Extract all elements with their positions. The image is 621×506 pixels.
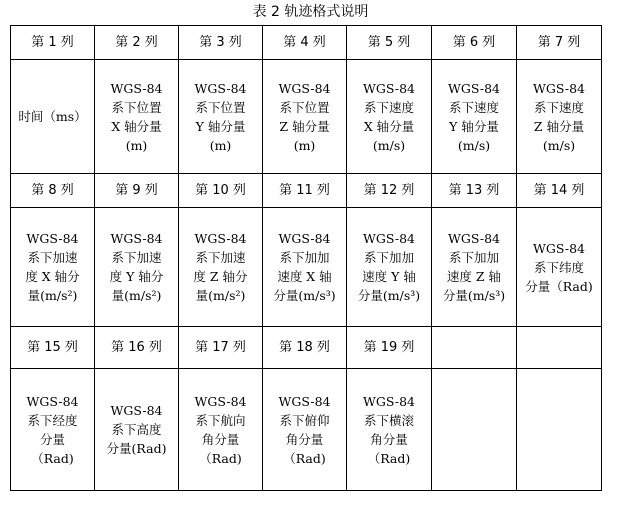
column-description: WGS-84 系下加加 速度 Z 轴 分量(m/s³) xyxy=(432,208,517,327)
column-description: WGS-84 系下加加 速度 X 轴 分量(m/s³) xyxy=(263,208,347,327)
column-description: WGS-84 系下加加 速度 Y 轴 分量(m/s³) xyxy=(347,208,432,327)
column-description: WGS-84 系下速度 Z 轴分量 (m/s) xyxy=(517,60,602,174)
column-header: 第 15 列 xyxy=(11,327,95,369)
empty-cell xyxy=(517,369,602,491)
column-description: WGS-84 系下加速 度 Y 轴分 量(m/s²) xyxy=(95,208,179,327)
column-header: 第 4 列 xyxy=(263,26,347,60)
column-description: WGS-84 系下加速 度 X 轴分 量(m/s²) xyxy=(11,208,95,327)
empty-cell xyxy=(432,327,517,369)
column-header: 第 19 列 xyxy=(347,327,432,369)
column-header-row-2 xyxy=(11,174,602,208)
column-header: 第 8 列 xyxy=(11,174,95,208)
column-description: WGS-84 系下位置 Y 轴分量 (m) xyxy=(179,60,263,174)
column-description: WGS-84 系下高度 分量(Rad) xyxy=(95,369,179,491)
column-description: WGS-84 系下纬度 分量（Rad) xyxy=(517,208,602,327)
column-header: 第 9 列 xyxy=(95,174,179,208)
column-description: 时间（ms） xyxy=(11,60,95,174)
column-header: 第 10 列 xyxy=(179,174,263,208)
column-description: WGS-84 系下俯仰 角分量 （Rad) xyxy=(263,369,347,491)
description-row-3 xyxy=(11,369,602,491)
column-header-row-3 xyxy=(11,327,602,369)
description-row-2 xyxy=(11,208,602,327)
column-header: 第 1 列 xyxy=(11,26,95,60)
column-header: 第 18 列 xyxy=(263,327,347,369)
column-header: 第 12 列 xyxy=(347,174,432,208)
column-header: 第 13 列 xyxy=(432,174,517,208)
column-description: WGS-84 系下速度 X 轴分量 (m/s) xyxy=(347,60,432,174)
column-header: 第 3 列 xyxy=(179,26,263,60)
column-description: WGS-84 系下加速 度 Z 轴分 量(m/s²) xyxy=(179,208,263,327)
column-header: 第 16 列 xyxy=(95,327,179,369)
column-header: 第 6 列 xyxy=(432,26,517,60)
trajectory-format-table xyxy=(10,25,602,491)
empty-cell xyxy=(517,327,602,369)
empty-cell xyxy=(432,369,517,491)
table-caption: 表 2 轨迹格式说明 xyxy=(252,4,369,20)
column-header: 第 7 列 xyxy=(517,26,602,60)
description-row-1 xyxy=(11,60,602,174)
column-header: 第 17 列 xyxy=(179,327,263,369)
column-description: WGS-84 系下经度 分量 （Rad) xyxy=(11,369,95,491)
column-description: WGS-84 系下速度 Y 轴分量 (m/s) xyxy=(432,60,517,174)
column-header: 第 2 列 xyxy=(95,26,179,60)
column-description: WGS-84 系下航向 角分量 （Rad) xyxy=(179,369,263,491)
column-header: 第 14 列 xyxy=(517,174,602,208)
column-description: WGS-84 系下横滚 角分量 （Rad) xyxy=(347,369,432,491)
column-header-row-1 xyxy=(11,26,602,60)
column-header: 第 11 列 xyxy=(263,174,347,208)
column-description: WGS-84 系下位置 X 轴分量 (m) xyxy=(95,60,179,174)
column-description: WGS-84 系下位置 Z 轴分量 (m) xyxy=(263,60,347,174)
column-header: 第 5 列 xyxy=(347,26,432,60)
